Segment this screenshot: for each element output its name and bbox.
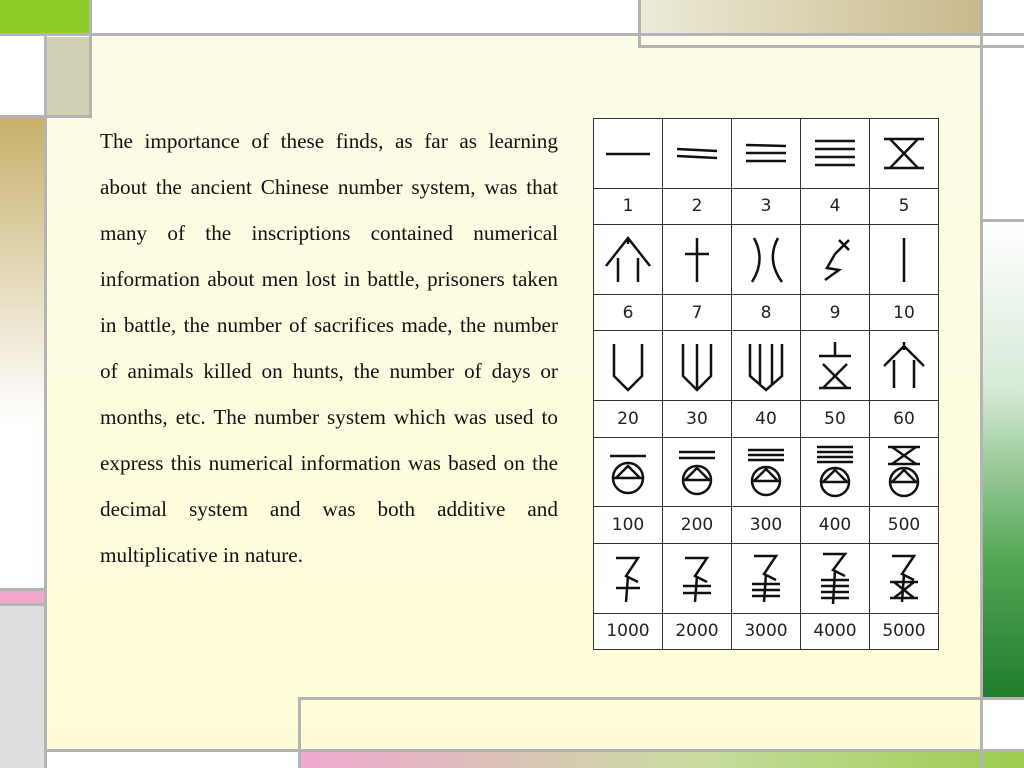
- glyph-2000-icon: [667, 548, 727, 608]
- glyph-1: [594, 119, 663, 189]
- glyph-4000-icon: [805, 548, 865, 608]
- glyph-3-icon: [736, 128, 796, 178]
- glyph-20-icon: [598, 336, 658, 396]
- numeral-label: 7: [663, 294, 732, 330]
- numeral-label: 100: [594, 507, 663, 543]
- glyph-60-icon: [874, 336, 934, 396]
- frame-line: [980, 0, 983, 768]
- numeral-label: 9: [801, 294, 870, 330]
- glyph-200-icon: [667, 442, 727, 502]
- label-row: [594, 507, 939, 543]
- glyph-1000-icon: [598, 548, 658, 608]
- glyph-8-icon: [736, 230, 796, 290]
- chinese-numeral-table: [593, 118, 939, 650]
- numeral-label: 5000: [870, 613, 939, 650]
- numeral-label: 3: [732, 188, 801, 224]
- decor-top-right-bar: [641, 0, 980, 33]
- label-row: [594, 188, 939, 224]
- glyph-5-icon: [874, 128, 934, 178]
- numeral-label: 2000: [663, 613, 732, 650]
- glyph-400: [801, 437, 870, 507]
- glyph-5000: [870, 543, 939, 613]
- frame-line: [298, 697, 301, 768]
- numeral-label: 30: [663, 401, 732, 437]
- glyph-400-icon: [805, 442, 865, 502]
- glyph-500-icon: [874, 442, 934, 502]
- frame-line: [44, 33, 47, 768]
- frame-line: [44, 749, 1024, 752]
- glyph-500: [870, 437, 939, 507]
- glyph-30: [663, 331, 732, 401]
- glyph-9-icon: [805, 230, 865, 290]
- frame-line: [0, 588, 44, 591]
- numeral-label: 3000: [732, 613, 801, 650]
- glyph-40-icon: [736, 336, 796, 396]
- numeral-label: 1000: [594, 613, 663, 650]
- numeral-label: 400: [801, 507, 870, 543]
- glyph-9: [801, 225, 870, 295]
- frame-line: [298, 697, 1024, 700]
- glyph-30-icon: [667, 336, 727, 396]
- glyph-300-icon: [736, 442, 796, 502]
- numeral-label: 500: [870, 507, 939, 543]
- label-row: [594, 613, 939, 650]
- glyph-4-icon: [805, 128, 865, 178]
- numeral-label: 4000: [801, 613, 870, 650]
- glyph-row: [594, 119, 939, 189]
- glyph-8: [732, 225, 801, 295]
- decor-left-grey-block: [47, 37, 89, 117]
- glyph-10: [870, 225, 939, 295]
- glyph-1000: [594, 543, 663, 613]
- glyph-5000-icon: [874, 548, 934, 608]
- numeral-label: 300: [732, 507, 801, 543]
- glyph-2-icon: [667, 128, 727, 178]
- numeral-label: 6: [594, 294, 663, 330]
- numeral-label: 2: [663, 188, 732, 224]
- numeral-label: 60: [870, 401, 939, 437]
- decor-right-green-strip: [983, 222, 1024, 697]
- label-row: [594, 294, 939, 330]
- glyph-100: [594, 437, 663, 507]
- glyph-1-icon: [598, 128, 658, 178]
- glyph-60: [870, 331, 939, 401]
- decor-bottom-bar: [300, 752, 1024, 768]
- glyph-row: [594, 437, 939, 507]
- glyph-10-icon: [874, 230, 934, 290]
- numeral-label: 5: [870, 188, 939, 224]
- numeral-label: 20: [594, 401, 663, 437]
- glyph-7-icon: [667, 230, 727, 290]
- glyph-200: [663, 437, 732, 507]
- glyph-6: [594, 225, 663, 295]
- frame-line: [983, 219, 1024, 222]
- decor-left-lower-grey: [0, 606, 44, 768]
- glyph-3000-icon: [736, 548, 796, 608]
- glyph-3000: [732, 543, 801, 613]
- glyph-2000: [663, 543, 732, 613]
- glyph-5: [870, 119, 939, 189]
- glyph-4: [801, 119, 870, 189]
- frame-line: [641, 45, 1024, 48]
- glyph-100-icon: [598, 442, 658, 502]
- numeral-label: 50: [801, 401, 870, 437]
- body-paragraph: The importance of these finds, as far as learning about the ancient Chinese number system, was that many of the inscriptions contained numerical information about men lost in battle, prisoners taken in battle, the number of sacrifices made, the number of animals killed on hunts, the number of days or months, etc. The number system which was used to express this numerical information was based on the decimal system and was both additive and multiplicative in nature.: [100, 129, 558, 567]
- glyph-6-icon: [598, 230, 658, 290]
- glyph-7: [663, 225, 732, 295]
- decor-top-left-green: [0, 0, 89, 33]
- frame-line: [638, 0, 641, 48]
- glyph-3: [732, 119, 801, 189]
- glyph-row: [594, 225, 939, 295]
- glyph-50: [801, 331, 870, 401]
- frame-line: [0, 33, 1024, 36]
- glyph-50-icon: [805, 336, 865, 396]
- frame-line: [89, 0, 92, 118]
- numeral-label: 8: [732, 294, 801, 330]
- glyph-2: [663, 119, 732, 189]
- numeral-label: 200: [663, 507, 732, 543]
- numeral-label: 10: [870, 294, 939, 330]
- numeral-label: 40: [732, 401, 801, 437]
- numeral-grid: [593, 118, 939, 650]
- label-row: [594, 401, 939, 437]
- decor-left-gradient: [0, 118, 44, 588]
- glyph-4000: [801, 543, 870, 613]
- glyph-row: [594, 331, 939, 401]
- glyph-20: [594, 331, 663, 401]
- glyph-40: [732, 331, 801, 401]
- numeral-label: 4: [801, 188, 870, 224]
- numeral-label: 1: [594, 188, 663, 224]
- glyph-row: [594, 543, 939, 613]
- decor-left-pink: [0, 591, 44, 603]
- frame-line: [0, 603, 44, 606]
- glyph-300: [732, 437, 801, 507]
